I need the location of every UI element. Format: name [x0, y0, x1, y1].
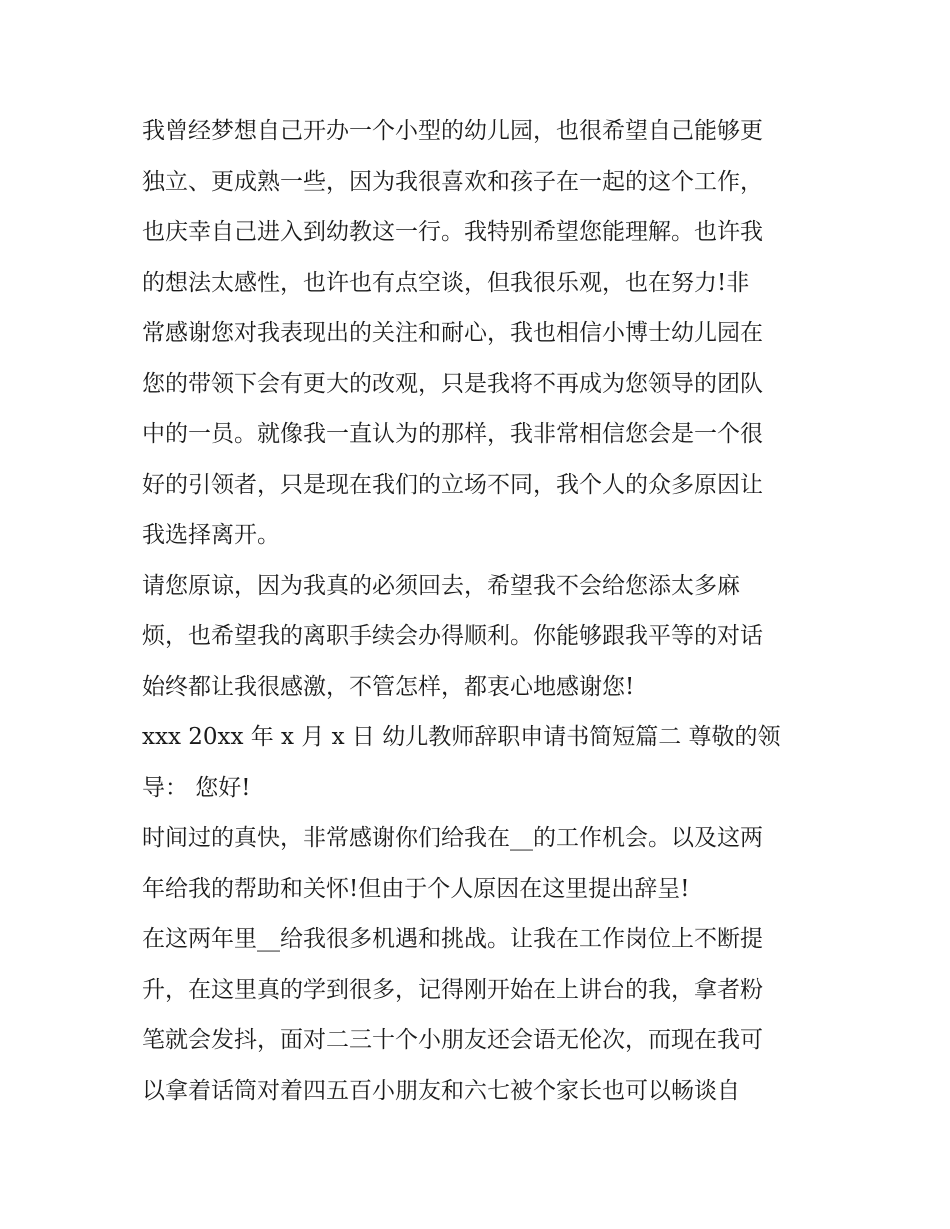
text-line: 请您原谅，因为我真的必须回去，希望我不会给您添太多麻	[142, 572, 740, 599]
text-line: 中的一员。就像我一直认为的那样，我非常相信您会是一个很	[142, 421, 763, 447]
text-line: 始终都让我很感激，不管怎样，都衷心地感谢您!	[142, 673, 635, 700]
text-line: 我曾经梦想自己开办一个小型的幼儿园，也很希望自己能够更	[142, 118, 763, 144]
text-line: 在这两年里__给我很多机遇和挑战。让我在工作岗位上不断提	[142, 926, 763, 952]
text-line: 您的带领下会有更大的改观，只是我将不再成为您领导的团队	[142, 370, 763, 397]
text-line: 笔就会发抖，面对二三十个小朋友还会语无伦次，而现在我可	[142, 1027, 763, 1053]
text-line: 好的引领者，只是现在我们的立场不同，我个人的众多原因让	[142, 471, 763, 498]
text-line: 我选择离开。	[142, 522, 280, 548]
text-line: 导： 您好!	[142, 774, 251, 801]
text-line: 的想法太感性，也许也有点空谈，但我很乐观，也在努力!非	[142, 269, 750, 296]
text-line: 独立、更成熟一些，因为我很喜欢和孩子在一起的这个工作，	[142, 168, 763, 195]
text-line: 也庆幸自己进入到幼教这一行。我特别希望您能理解。也许我	[142, 219, 763, 245]
text-line: 升，在这里真的学到很多，记得刚开始在上讲台的我，拿者粉	[142, 976, 763, 1003]
text-line: 常感谢您对我表现出的关注和耐心，我也相信小博士幼儿园在	[142, 320, 763, 346]
text-line: 烦，也希望我的离职手续会办得顺利。你能够跟我平等的对话	[142, 623, 763, 649]
text-line: xxx 20xx 年 x 月 x 日 幼儿教师辞职申请书简短篇二 尊敬的领	[142, 724, 781, 750]
text-line: 以拿着话筒对着四五百小朋友和六七被个家长也可以畅谈自	[142, 1077, 740, 1104]
text-line: 时间过的真快，非常感谢你们给我在__的工作机会。以及这两	[142, 825, 763, 851]
document-body	[142, 106, 822, 1116]
text-line: 年给我的帮助和关怀!但由于个人原因在这里提出辞呈!	[142, 875, 690, 902]
